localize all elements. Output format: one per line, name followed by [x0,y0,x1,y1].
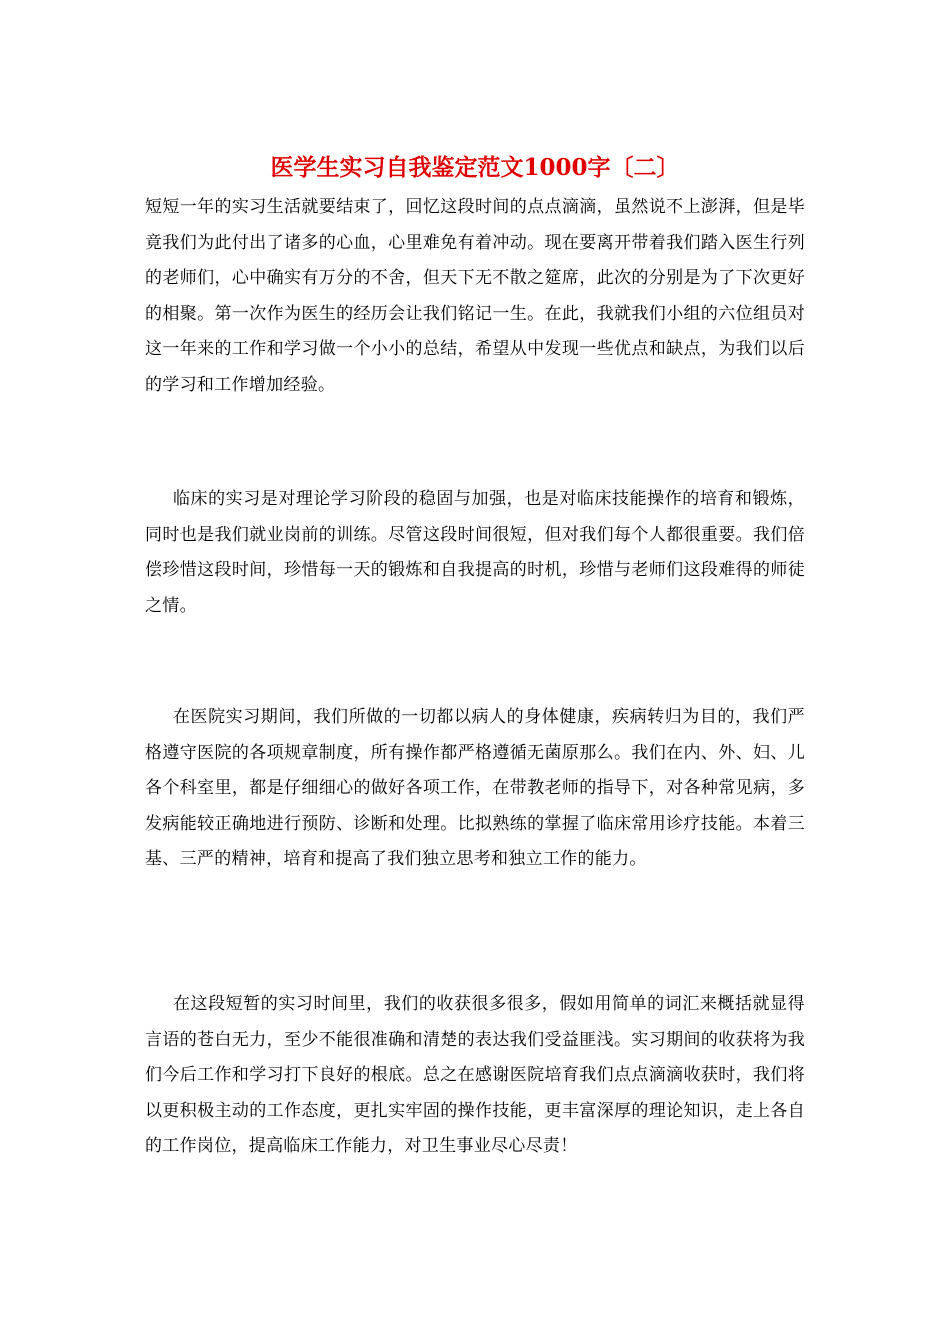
paragraph-conclusion: 在这段短暂的实习时间里，我们的收获很多很多，假如用简单的词汇来概括就显得言语的苍白无力，至少不能很准确和清楚的表达我们受益匪浅。实习期间的收获将为我们今后工作和学习打下良好的根底。总之在感谢医院培育我们点点滴滴收获时，我们将以更积极主动的工作态度，更扎实牢固的操作技能，更丰富深厚的理论知识，走上各自的工作岗位，提高临床工作能力，对卫生事业尽心尽责！ [145,994,805,1156]
paragraph-hospital-work: 在医院实习期间，我们所做的一切都以病人的身体健康，疾病转归为目的，我们严格遵守医院的各项规章制度，所有操作都严格遵循无菌原那么。我们在内、外、妇、儿各个科室里，都是仔细细心的做好各项工作，在带教老师的指导下，对各种常见病，多发病能较正确地进行预防、诊断和处理。比拟熟练的掌握了临床常用诊疗技能。本着三基、三严的精神，培育和提高了我们独立思考和独立工作的能力。 [145,707,805,869]
paragraph-clinical-practice: 临床的实习是对理论学习阶段的稳固与加强，也是对临床技能操作的培育和锻炼，同时也是我们就业岗前的训练。尽管这段时间很短，但对我们每个人都很重要。我们倍偿珍惜这段时间，珍惜每一天的锻炼和自我提高的时机，珍惜与老师们这段难得的师徒之情。 [145,489,805,616]
document-title: 医学生实习自我鉴定范文1000字〔二〕 [270,154,680,181]
paragraph-intro: 短短一年的实习生活就要结束了，回忆这段时间的点点滴滴，虽然说不上澎湃，但是毕竟我们为此付出了诸多的心血，心里难免有着冲动。现在要离开带着我们踏入医生行列的老师们，心中确实有万分的不舍，但天下无不散之筵席，此次的分别是为了下次更好的相聚。第一次作为医生的经历会让我们铭记一生。在此，我就我们小组的六位组员对这一年来的工作和学习做一个小小的总结，希望从中发现一些优点和缺点，为我们以后的学习和工作增加经验。 [145,197,805,395]
